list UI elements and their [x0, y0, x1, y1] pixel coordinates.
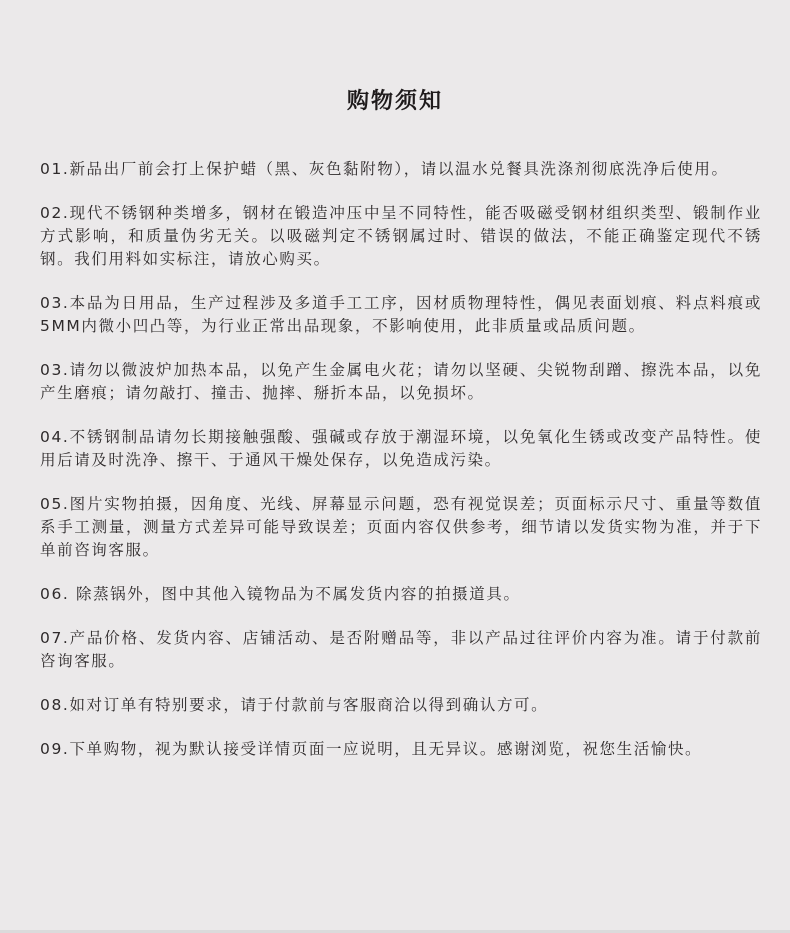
notice-list	[40, 158, 762, 782]
notice-item-05: 05.图片实物拍摄，因角度、光线、屏幕显示问题，恐有视觉误差；页面标示尺寸、重量等数值系手工测量，测量方式差异可能导致误差；页面内容仅供参考，细节请以发货实物为准，并于下单前咨询客服。	[40, 495, 762, 559]
notice-item-03: 03.本品为日用品，生产过程涉及多道手工工序，因材质物理特性，偶见表面划痕、料点料痕或5MM内微小凹凸等，为行业正常出品现象，不影响使用，此非质量或品质问题。	[40, 294, 762, 335]
notice-item-03b: 03.请勿以微波炉加热本品，以免产生金属电火花；请勿以坚硬、尖锐物刮蹭、擦洗本品，以免产生磨痕；请勿敲打、撞击、抛摔、掰折本品，以免损坏。	[40, 361, 762, 402]
notice-item-09: 09.下单购物，视为默认接受详情页面一应说明，且无异议。感谢浏览，祝您生活愉快。	[40, 740, 703, 758]
notice-item-02: 02.现代不锈钢种类增多，钢材在锻造冲压中呈不同特性，能否吸磁受钢材组织类型、锻制作业方式影响，和质量伪劣无关。以吸磁判定不锈钢属过时、错误的做法，不能正确鉴定现代不锈钢。我们用料如实标注，请放心购买。	[40, 204, 762, 268]
notice-item-04: 04.不锈钢制品请勿长期接触强酸、强碱或存放于潮湿环境，以免氧化生锈或改变产品特性。使用后请及时洗净、擦干、于通风干燥处保存，以免造成污染。	[40, 428, 762, 469]
notice-item-07: 07.产品价格、发货内容、店铺活动、是否附赠品等，非以产品过往评价内容为准。请于付款前咨询客服。	[40, 629, 762, 670]
page-title: 购物须知	[346, 88, 443, 114]
notice-item-06: 06. 除蒸锅外，图中其他入镜物品为不属发货内容的拍摄道具。	[40, 585, 521, 603]
notice-item-08: 08.如对订单有特别要求，请于付款前与客服商洽以得到确认方可。	[40, 696, 549, 714]
notice-item-01: 01.新品出厂前会打上保护蜡（黑、灰色黏附物），请以温水兑餐具洗涤剂彻底洗净后使用。	[40, 160, 729, 178]
